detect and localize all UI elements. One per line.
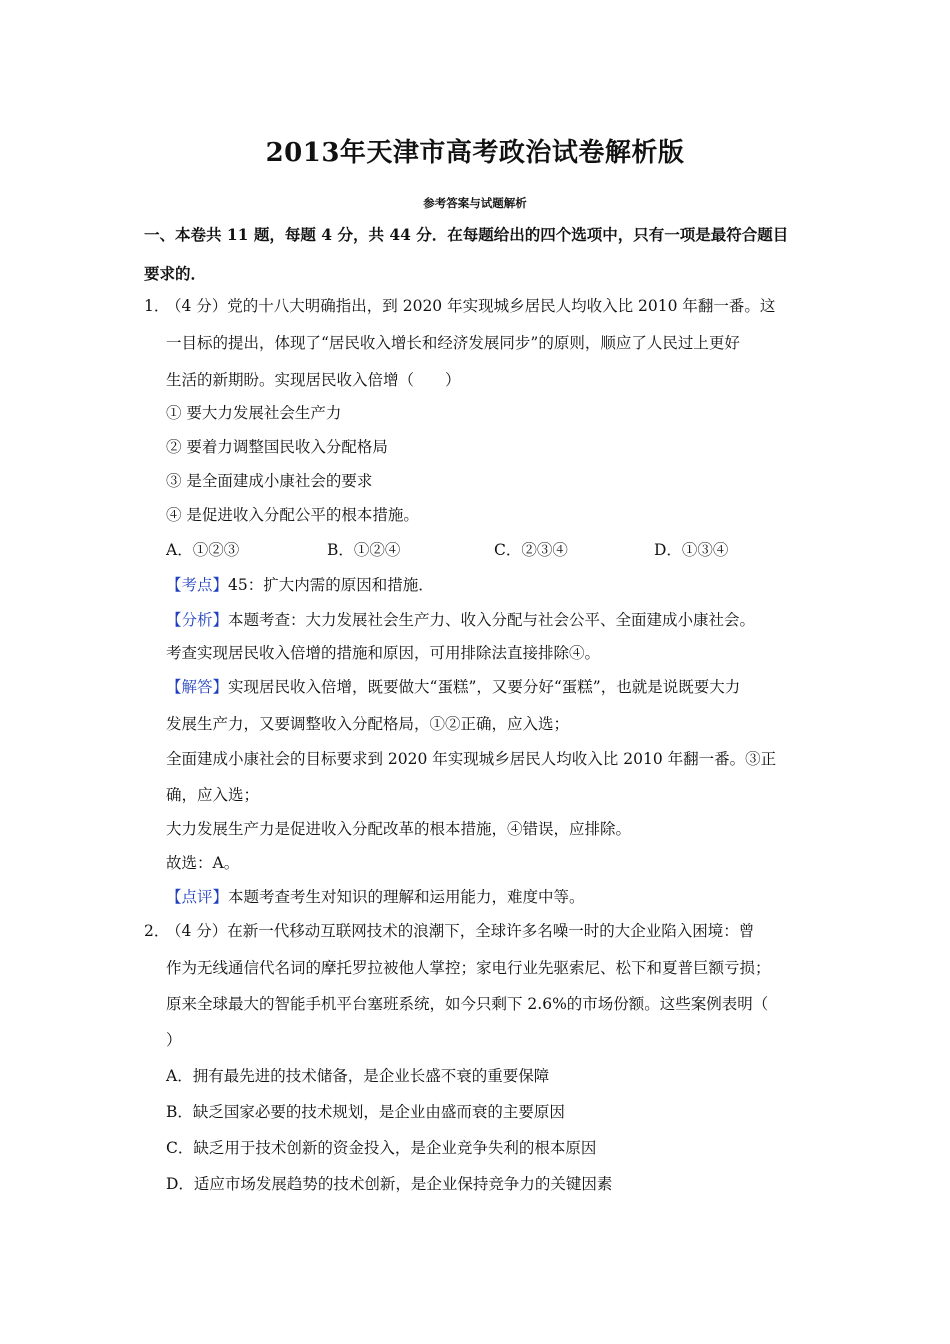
dianping-tag: 【点评】 xyxy=(166,888,229,906)
question-1-fenxi xyxy=(166,608,755,630)
question-1-jieda-line: 发展生产力，又要调整收入分配格局，①②正确，应入选； xyxy=(166,715,570,733)
question-1-option-a: A．①②③ xyxy=(166,541,240,559)
question-1-option-c: C．②③④ xyxy=(494,541,568,559)
question-1-fenxi-line: 考查实现居民收入倍增的措施和原因，可用排除法直接排除④。 xyxy=(166,644,601,662)
question-2-option-d: D．适应市场发展趋势的技术创新，是企业保持竞争力的关键因素 xyxy=(166,1175,613,1193)
question-1-option-d: D．①③④ xyxy=(654,541,729,559)
kaodian-tag: 【考点】 xyxy=(166,576,229,594)
question-1-jieda-line: 故选：A。 xyxy=(166,854,240,872)
question-1-jieda-line: 全面建成小康社会的目标要求到 2020 年实现城乡居民人均收入比 2010 年翻一番。③正 xyxy=(166,750,777,768)
question-2-option-b: B．缺乏国家必要的技术规划，是企业由盛而衰的主要原因 xyxy=(166,1103,565,1121)
question-2-option-c: C．缺乏用于技术创新的资金投入，是企业竞争失利的根本原因 xyxy=(166,1139,597,1157)
question-1-jieda-line: 大力发展生产力是促进收入分配改革的根本措施，④错误，应排除。 xyxy=(166,820,632,838)
fenxi-tag: 【分析】 xyxy=(166,611,229,629)
question-2-stem-line: （4 分）在新一代移动互联网技术的浪潮下，全球许多名噪一时的大企业陷入困境：曾 xyxy=(166,922,755,940)
dianping-text: 本题考查考生对知识的理解和运用能力，难度中等。 xyxy=(228,888,585,906)
kaodian-text: 45：扩大内需的原因和措施． xyxy=(228,576,434,594)
question-1-stem-line: 一目标的提出，体现了“居民收入增长和经济发展同步”的原则，顺应了人民过上更好 xyxy=(166,334,740,352)
question-1-statement: ② 要着力调整国民收入分配格局 xyxy=(166,438,388,456)
section-heading-line-1: 一、本卷共 11 题，每题 4 分，共 44 分．在每题给出的四个选项中，只有一项是最符合题目 xyxy=(144,225,789,244)
fenxi-text: 本题考查：大力发展社会生产力、收入分配与社会公平、全面建成小康社会。 xyxy=(228,611,756,629)
question-2-stem-line: 作为无线通信代名词的摩托罗拉被他人掌控；家电行业先驱索尼、松下和夏普巨额亏损； xyxy=(166,959,771,977)
question-2-option-a: A．拥有最先进的技术储备，是企业长盛不衰的重要保障 xyxy=(166,1067,550,1085)
question-1-stem-line: （4 分）党的十八大明确指出，到 2020 年实现城乡居民人均收入比 2010 年翻一番。这 xyxy=(166,297,776,315)
question-1-number: 1． xyxy=(144,297,170,315)
question-1-jieda xyxy=(166,675,740,697)
question-1-jieda-line: 确，应入选； xyxy=(166,786,260,804)
question-2-stem-line: ） xyxy=(166,1031,182,1049)
question-1-option-b: B．①②④ xyxy=(327,541,401,559)
document-subtitle: 参考答案与试题解析 xyxy=(423,196,527,210)
question-1-dianping xyxy=(166,885,585,907)
jieda-text: 实现居民收入倍增，既要做大“蛋糕”，又要分好“蛋糕”，也就是说既要大力 xyxy=(228,678,741,696)
section-heading-line-2: 要求的． xyxy=(144,264,207,283)
question-2-stem-line: 原来全球最大的智能手机平台塞班系统，如今只剩下 2.6%的市场份额。这些案例表明（ xyxy=(166,995,769,1013)
question-1-stem-line: 生活的新期盼。实现居民收入倍增（ ） xyxy=(166,371,461,389)
question-1-statement: ④ 是促进收入分配公平的根本措施。 xyxy=(166,506,419,524)
question-1-statement: ③ 是全面建成小康社会的要求 xyxy=(166,472,373,490)
question-1-kaodian xyxy=(166,573,434,595)
question-1-statement: ① 要大力发展社会生产力 xyxy=(166,404,342,422)
question-2-number: 2． xyxy=(144,922,170,940)
jieda-tag: 【解答】 xyxy=(166,678,229,696)
document-title: 2013年天津市高考政治试卷解析版 xyxy=(265,138,685,168)
